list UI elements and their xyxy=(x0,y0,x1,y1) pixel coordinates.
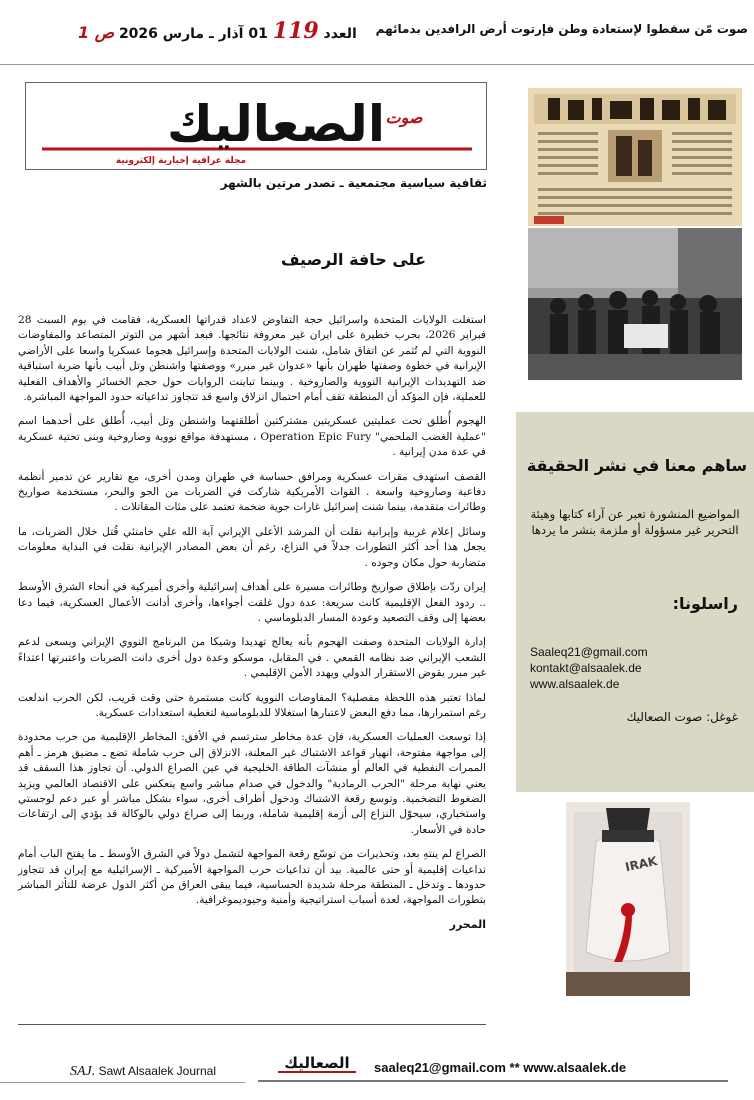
main-article xyxy=(18,250,486,931)
footer-divider xyxy=(258,1080,728,1082)
journal-abbr: SAJ. xyxy=(70,1064,96,1079)
website-link[interactable]: www.alsaalek.de xyxy=(530,677,620,691)
article-paragraph: إدارة الولايات المتحدة وصفت الهجوم بأنه يعالج تهديدا وشيكا من البرنامج النووي الإيراني ويسعى لدعم الشعب الإيراني ضد نظامه القمعي . في المقابل، موسكو وعدة دول أخرى دانت الضربات واعتبرتها اعتداءً غير مبرر يقوض الاستقرار الدولي ويهدد الأمن الإقليمي . xyxy=(18,636,486,680)
article-title: على حافة الرصيف xyxy=(281,250,426,269)
article-signature: المحرر xyxy=(449,917,486,931)
journal-name: Sawt Alsaalek Journal xyxy=(98,1064,217,1078)
logo-subline: مجلة عراقية إخبارية إلكترونية xyxy=(115,156,247,166)
sidebar xyxy=(516,82,754,1012)
sidebar-slogan: ساهم معنا في نشر الحقيقة xyxy=(526,456,748,475)
masthead-subtitle: ثقافية سياسية مجتمعية ـ تصدر مرتين بالشهر xyxy=(220,176,487,190)
google-search-hint: غوغل: صوت الصعاليك xyxy=(626,710,738,724)
irak-poster-image xyxy=(566,802,690,996)
poster-label: IRAK xyxy=(623,853,659,875)
issue-label: العدد xyxy=(323,26,357,42)
article-paragraph: الهجوم أُطلق تحت عمليتين عسكريتين مشتركتين أطلقتهما واشنطن وتل أبيب، أُطلق على أحدهما اسم "عملية الغضب الملحمي" Operation Epic Fury ، مستهدفة مواقع نووية وصاروخية وبنى تحتية عسكرية في عدة مدن إيرانية . xyxy=(18,415,486,459)
issue-info xyxy=(78,18,357,44)
historic-crowd-photo xyxy=(528,228,742,380)
footer-contact[interactable]: saaleq21@gmail.com ** www.alsaalek.de xyxy=(374,1060,627,1075)
article-paragraph: القصف استهدف مقرات عسكرية ومرافق حساسة في طهران ومدن أخرى، مع تقارير عن تدمير أنظمة دفاعية وصاروخية واسعة . القوات الأمريكية شاركت في الضربات من الجو والبحر، مستخدمة صواريخ وطائرات متقدمة، بينما شنت إسرائيل غارات جوية ضخمة تعتمد على مئات المقاتلات . xyxy=(18,470,486,514)
article-paragraph: وسائل إعلام غربية وإيرانية نقلت أن المرشد الأعلى الإيراني آية الله علي خامنئي قُتل خلال الضربات، ما يجعل هذا أحد أكثر التطورات جدلاً في النزاع، رغم أن بعض المصادر الإيرانية نقلت في البداية معلومات متضاربة حول مكان وجوده . xyxy=(18,525,486,569)
article-paragraph: إذا توسعت العمليات العسكرية، فإن عدة مخاطر سترتسم في الأفق: المخاطر الإقليمية من حرب محدودة إلى مواجهة مفتوحة، انهيار قواعد الاشتباك غير المعلنة، الانزلاق إلى حرب شاملة تضع ـ مضيق هرمز ـ أهم الممرات النفطية في العالم أو منشآت الطاقة الخليجية في عين الصراع الدولي. أن تجاوز هذا السقف قد يعني نهاية مرحلة "الحرب الرمادية" والدخول في صدام مباشر واسع ينعكس على الاقتصاد العالمي ويزيد الضغوط التضخمية. وتوسع رقعة الاشتباك ودخول أطراف أخرى، سواء بشكل مباشر أو عبر دعم لوجستي واستخباري، سيحوّل النزاع إلى أزمة إقليمية شاملة، وربما إلى صراع دولي بالوكالة قد يؤدي إلى ارتفاعات حادة في الأسعار. xyxy=(18,731,486,836)
footer-left-divider xyxy=(0,1082,245,1083)
issue-number: 119 xyxy=(272,18,319,44)
header-tagline: صوت مّن سقطوا لإستعادة وطن فإرتوت أرض الرافدين بدمائهم xyxy=(375,22,748,36)
footer-journal xyxy=(70,1064,216,1080)
issue-date: 01 آذار ـ مارس 2026 xyxy=(118,26,268,42)
footer-mini-logo xyxy=(276,1048,358,1078)
header-divider xyxy=(0,64,754,65)
article-paragraph: إيران ردّت بإطلاق صواريخ وطائرات مسيرة على أهداف إسرائيلية وأخرى أميركية في أنحاء الشرق الأوسط .. ردود الفعل الإقليمية كانت سريعة: عدة دول غلقت أجواءها، وأخرى أدانت الأعمال العسكرية، فيما دعا بعضها إلى وقف التصعيد وعودة المسار الدبلوماسي . xyxy=(18,581,486,624)
article-paragraph: الصراع لم ينتهِ بعد، وتحذيرات من توسّع رقعة المواجهة لتشمل دولاً في الشرق الأوسط ـ ما يفتح الباب أمام تداعيات إقليمية أو حتى عالمية. بيد أن تداعيات حرب المواجهة الأميركية ـ الإسرائيلية مع إيران قد تتجاوز حدودها ـ وتدخل ـ المنطقة مرحلة شديدة الحساسية، فيما يبقى العراق من أكثر الدول عرضة للتأثر المباشر بتطورات المواجهة، لعدة أسباب استراتيجية وأمنية وجيوديموغرافية. xyxy=(18,848,486,907)
article-body xyxy=(18,313,486,909)
logo-word: الصعاليك xyxy=(167,95,385,153)
editorial-disclaimer: المواضيع المنشورة تعبر عن آراء كتابها وهيئة التحرير غير مسؤولة أو ملزمة بنشر ما يردها xyxy=(530,507,740,537)
logo-prefix: صوت xyxy=(385,108,423,127)
contact-label: راسلونا: xyxy=(672,594,738,613)
article-paragraph: استغلت الولايات المتحدة واسرائيل حجة التفاوض لاعداد قدراتها العسكرية، فقامت في يوم السبت 28 فبراير 2026، بحرب خطيرة على ايران غير معروفة نتائجها. فبعد أشهر من التوتر المتصاعد والمفاوضات النووية التي لم تُثمر عن اتفاق شامل، شنت الولايات المتحدة وإسرائيل هجوما عسكريا واسعا على الأراضي الإيرانية في خطوة وصفتها طهران بأنها «عدوان غير مبرر» ووصفتها واشنطن وتل أبيب بأنها ضربة استباقية ضد التهديدات الإيرانية النووية والصاروخية . وبينما تباينت الروايات حول حجم الخسائر والأهداف الفعلية للعملية، فإن المؤكد أن المنطقة تقف أمام احتمال انزلاق واسع قد تتجاوز تداعياته حدود المواجهة المباشرة. xyxy=(18,314,486,404)
page-number: ص 1 xyxy=(78,23,115,42)
contact-email-link[interactable]: kontakt@alsaalek.de xyxy=(530,661,642,675)
contact-list xyxy=(530,644,750,692)
contact-email-link[interactable]: Saaleq21@gmail.com xyxy=(530,645,648,659)
mini-logo-word: الصعاليك xyxy=(284,1054,350,1072)
article-paragraph: لماذا تعتبر هذه اللحظة مفصلية؟ المفاوضات النووية كانت مستمرة حتى وقت قريب، لكن الحرب اندلعت رغم استمرارها، مما دفع البعض لاعتبارها استغلالا للدبلوماسية لتغطية استعدادات عسكرية. xyxy=(18,691,486,719)
top-header xyxy=(0,0,754,62)
historic-newspaper-image xyxy=(528,88,742,226)
logo-graphic xyxy=(26,83,488,171)
masthead-logo xyxy=(25,82,487,170)
article-end-divider xyxy=(18,1024,486,1025)
